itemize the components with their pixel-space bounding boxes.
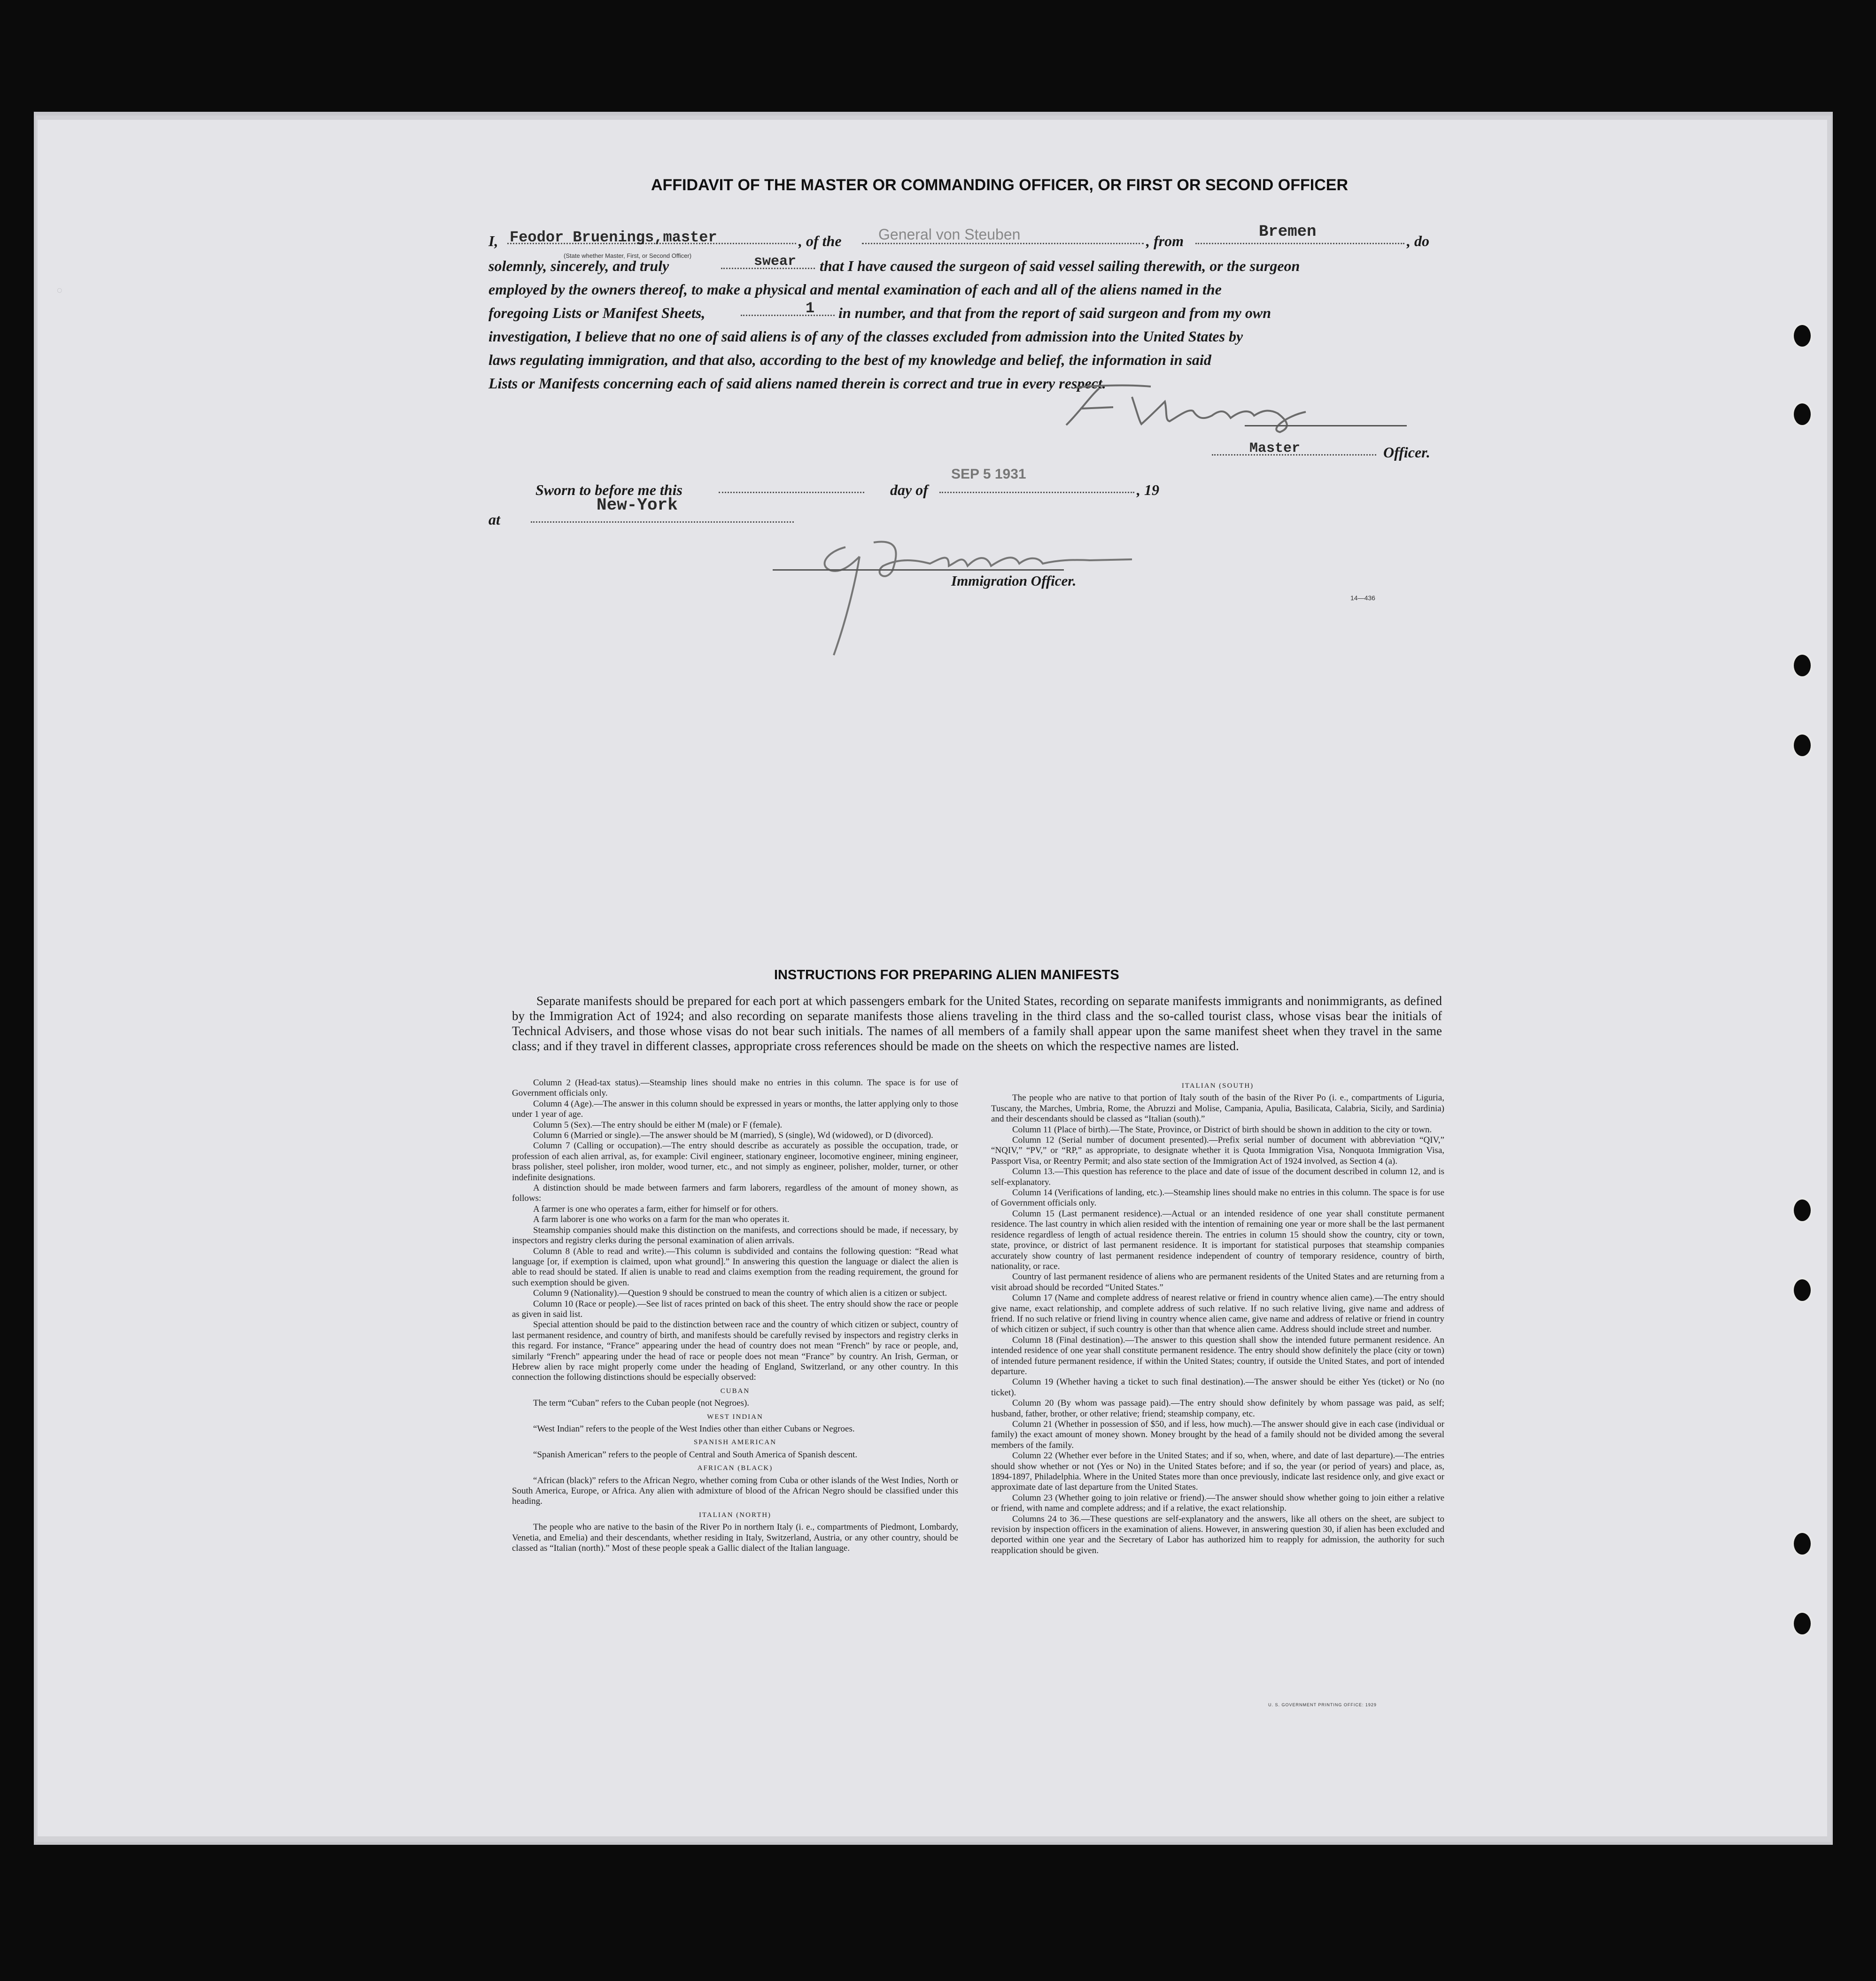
margin-mark: ○ bbox=[56, 284, 63, 296]
word-immigration-officer: Immigration Officer. bbox=[951, 573, 1077, 589]
binder-hole bbox=[1792, 653, 1813, 678]
instruction-paragraph: A distinction should be made between farmers and farm laborers, regardless of the amount of money shown, as follows: bbox=[512, 1183, 958, 1204]
instruction-paragraph: Column 18 (Final destination).—The answer to this question shall show the intended future permanent residence. An intended residence of one year shall constitute permanent residence. The entry should show definitely the place (city or town) of intended future permanent residence, if within the United States; country, if outside the United States, and port of intended departure. bbox=[991, 1335, 1444, 1377]
word-caused: that I have caused the surgeon of said vessel sailing therewith, or the surgeon bbox=[820, 257, 1300, 274]
word-i: I, bbox=[488, 232, 498, 249]
instruction-paragraph: Column 6 (Married or single).—The answer should be M (married), S (single), Wd (widowed), or D (divorced). bbox=[533, 1130, 933, 1141]
word-year: , 19 bbox=[1137, 481, 1159, 498]
section-heading: AFRICAN (BLACK) bbox=[697, 1464, 773, 1472]
officer-rank: Master bbox=[1249, 441, 1301, 457]
master-signature bbox=[1024, 383, 1343, 434]
instruction-paragraph: Column 15 (Last permanent residence).—Actual or an intended residence of one year shall constitute permanent residence. The last country in which alien resided with the intention of remaining one year or more shall be the last permanent residence regardless of length of actual residence therein. The entries in column 15 should show the country, city or town, state, province, or district of last permanent residence. It is important for statistical purposes that steamship companies accurately show country of last permanent residence independent of country of temporary residence, country of birth, nationality, or race. bbox=[991, 1208, 1444, 1271]
instruction-paragraph: Column 4 (Age).—The answer in this column should be expressed in years or months, the latter applying only to those under 1 year of age. bbox=[512, 1099, 958, 1120]
sworn-month-line bbox=[939, 492, 1134, 493]
binder-hole bbox=[1792, 402, 1813, 427]
affidavit-line-6: laws regulating immigration, and that also, according to the best of my knowledge and belief, the information in said bbox=[488, 351, 1211, 368]
instruction-paragraph: Column 23 (Whether going to join relative or friend).—The answer should show whether going to join either a relative or friend, with name and complete address; and if a relative, the exact relationship. bbox=[991, 1493, 1444, 1514]
instruction-paragraph: The people who are native to that portion of Italy south of the basin of the River Po (i. e., compartments of Liguria, Tuscany, the Marches, Umbria, Rome, the Abruzzi and Molise, Campania, Apulia, Basilicata, Calabria, Sicily, and Sardinia) and their descendants should be classed as “Italian (south).” bbox=[991, 1093, 1444, 1124]
instruction-paragraph: Column 22 (Whether ever before in the United States; and if so, when, where, and date of last departure).—The entries should show whether or not (Yes or No) in the United States before; and if so, the year (or period of years) and place, as, 1894-1897, Philadelphia. Where in the United States more than once previously, indicate last residence only, and give exact or approximate date of last departure from the United States. bbox=[991, 1451, 1444, 1493]
word-from: , from bbox=[1146, 232, 1184, 249]
instruction-paragraph: Column 10 (Race or people).—See list of races printed on back of this sheet. The entry should show the race or people as given in said list. bbox=[512, 1299, 958, 1319]
instruction-paragraph: Columns 24 to 36.—These questions are self-explanatory and the answers, like all others on the sheet, are subject to revision by inspection officers in the examination of aliens. However, in answering question 30, if alien has been excluded and deported within one year and the Secretary of Labor has authorized him to reapply for admission, the authority for such reapplication should be given. bbox=[991, 1514, 1444, 1555]
master-signature-line bbox=[1245, 425, 1407, 426]
immigration-officer-signature bbox=[808, 528, 1174, 665]
port-line bbox=[1195, 243, 1404, 244]
instruction-paragraph: Column 5 (Sex).—The entry should be either M (male) or F (female). bbox=[533, 1120, 783, 1130]
oath-word: swear bbox=[754, 254, 797, 270]
place-name: New-York bbox=[597, 495, 678, 515]
instructions-left-column bbox=[512, 1078, 958, 1554]
binder-hole bbox=[1792, 323, 1813, 348]
word-sworn: Sworn to before me this bbox=[535, 481, 682, 498]
sworn-day-line bbox=[719, 492, 864, 493]
instruction-paragraph: Column 12 (Serial number of document presented).—Prefix serial number of document with abbreviation “QIV,” “NQIV,” “PV,” or “RP,” as appropriate, to designate whether it is Quota Immigration Visa, Nonquota Immigration Visa, Passport Visa, or Reentry Permit; and also state section of the Immigration Act of 1924 involved, as Section 4 (a). bbox=[991, 1135, 1444, 1166]
instruction-paragraph: Column 21 (Whether in possession of $50, and if less, how much).—The answer should give in each case (individual or family) the exact amount of money shown. Money brought by the head of a family should not be divided among the several members of the family. bbox=[991, 1419, 1444, 1450]
instructions-right-column bbox=[991, 1078, 1444, 1556]
instruction-paragraph: Column 9 (Nationality).—Question 9 should be construed to mean the country of which alien is a citizen or subject. bbox=[533, 1288, 947, 1299]
instruction-paragraph: Special attention should be paid to the distinction between race and the country of which citizen or subject, country of last permanent residence, and country of birth, and manifests should be carefully revised by inspectors and registry clerks in this regard. For instance, “France” appearing under the head of country does not mean “French” by race or people, and, similarly “French” appearing under the head of race or people does not mean “France” by country. An Irish, German, or Hebrew alien by race might properly come under the heading of England, Switzerland, or any other country. In this connection the following distinctions should be especially observed: bbox=[512, 1320, 958, 1383]
binder-hole bbox=[1792, 1531, 1813, 1556]
instruction-paragraph: A farm laborer is one who works on a farm for the man who operates it. bbox=[533, 1215, 790, 1225]
section-heading: SPANISH AMERICAN bbox=[693, 1439, 777, 1447]
word-do: , do bbox=[1407, 232, 1429, 249]
instruction-paragraph: Column 17 (Name and complete address of nearest relative or friend in country whence alien came).—The entry should give name, exact relationship, and complete address of such relative. If no such relative living, give name and address of friend. If no such relative or friend living in country whence alien came, give name and address of relative or friend in country of which citizen or subject, if such country is other than that whence alien came. Address should include street and number. bbox=[991, 1293, 1444, 1335]
instruction-paragraph: Column 7 (Calling or occupation).—The entry should describe as accurately as possible the occupation, trade, or profession of each alien arrival, as, for example: Civil engineer, stationary engineer, locomotive engineer, mining engineer, brass polisher, steel polisher, iron molder, wood turner, etc., and not simply as engineer, polisher, molder, turner, or other indefinite designations. bbox=[512, 1141, 958, 1183]
section-heading: CUBAN bbox=[720, 1387, 750, 1395]
instruction-paragraph: “West Indian” refers to the people of the West Indies other than either Cubans or Negroes. bbox=[533, 1424, 855, 1434]
date-stamp: SEP 5 1931 bbox=[951, 466, 1026, 482]
instruction-paragraph: The term “Cuban” refers to the Cuban people (not Negroes). bbox=[533, 1398, 750, 1408]
affidavit-line-5: investigation, I believe that no one of said aliens is of any of the classes excluded from admission into the United States by bbox=[488, 328, 1243, 345]
instructions-intro: Separate manifests should be prepared for each port at which passengers embark for the United States, recording on separate manifests immigrants and nonimmigrants, as defined by the Immigration Act of 1924; and also recording on separate manifests those aliens traveling in the third class and the so-called tourist class, whose visas bear the initials of Technical Advisers, and those whose visas do not bear such initials. The names of all members of a family shall appear upon the same manifest sheet when they travel in the same class; and if they travel in different classes, appropriate cross references should be made on the sheets on which the respective names are listed. bbox=[512, 994, 1442, 1053]
instruction-paragraph: Column 20 (By whom was passage paid).—The entry should show definitely by whom passage was paid, as self; husband, father, brother, or other relative; friend; steamship company, etc. bbox=[991, 1398, 1444, 1419]
word-in-number: in number, and that from the report of said surgeon and from my own bbox=[838, 304, 1271, 321]
affidavit-title: AFFIDAVIT OF THE MASTER OR COMMANDING OFFICER, OR FIRST OR SECOND OFFICER bbox=[651, 176, 1348, 194]
manifest-sheet bbox=[38, 120, 1827, 1836]
affidavit-line-7: Lists or Manifests concerning each of said aliens named therein is correct and true in every respect. bbox=[488, 375, 1106, 392]
instruction-paragraph: Country of last permanent residence of aliens who are permanent residents of the United States and are returning from a visit abroad should be recorded “United States.” bbox=[991, 1272, 1444, 1292]
instructions-title: INSTRUCTIONS FOR PREPARING ALIEN MANIFESTS bbox=[774, 967, 1119, 983]
word-officer: Officer. bbox=[1383, 444, 1430, 461]
binder-hole bbox=[1792, 1611, 1813, 1636]
sheets-count-line bbox=[741, 315, 835, 316]
instruction-paragraph: Column 13.—This question has reference to the place and date of issue of the document described in column 12, and is self-explanatory. bbox=[991, 1167, 1444, 1187]
word-day-of: day of bbox=[890, 481, 928, 498]
binder-hole bbox=[1792, 733, 1813, 758]
affidavit-line-3: employed by the owners thereof, to make a physical and mental examination of each and all of the aliens named in the bbox=[488, 281, 1222, 298]
instruction-paragraph: “African (black)” refers to the African Negro, whether coming from Cuba or other islands of the West Indies, North or South America, Europe, or Africa. Any alien with admixture of blood of the African Negro should be classified under this heading. bbox=[512, 1475, 958, 1507]
word-solemnly: solemnly, sincerely, and truly bbox=[488, 257, 669, 274]
instruction-paragraph: The people who are native to the basin of the River Po in northern Italy (i. e., compartments of Piedmont, Lombardy, Venetia, and Emelia) and their descendants, whether residing in Italy, Switzerland, Austria, or any other country, should be classed as “Italian (north).” Most of these people speak a Gallic dialect of the Italian language. bbox=[512, 1522, 958, 1554]
section-heading: WEST INDIAN bbox=[707, 1413, 763, 1421]
binder-hole bbox=[1792, 1198, 1813, 1223]
instruction-paragraph: “Spanish American” refers to the people of Central and South America of Spanish descent. bbox=[533, 1449, 858, 1460]
master-name: Feodor Bruenings,master bbox=[510, 229, 717, 246]
section-heading: ITALIAN (SOUTH) bbox=[1181, 1082, 1254, 1090]
word-of-the: , of the bbox=[798, 232, 842, 249]
word-foregoing: foregoing Lists or Manifest Sheets, bbox=[488, 304, 705, 321]
section-heading: ITALIAN (NORTH) bbox=[698, 1511, 772, 1519]
instruction-paragraph: Column 2 (Head-tax status).—Steamship lines should make no entries in this column. The space is for use of Government officials only. bbox=[512, 1078, 958, 1099]
vessel-name: General von Steuben bbox=[878, 226, 1021, 243]
form-number: 14—436 bbox=[1350, 594, 1375, 602]
instruction-paragraph: Column 14 (Verifications of landing, etc.).—Steamship lines should make no entries in this column. The space is for use of Government officials only. bbox=[991, 1188, 1444, 1208]
officer-rank-line bbox=[1212, 454, 1376, 456]
sheets-count: 1 bbox=[806, 300, 815, 317]
place-line bbox=[531, 521, 794, 523]
port-name: Bremen bbox=[1259, 223, 1317, 241]
printer-imprint: U. S. GOVERNMENT PRINTING OFFICE: 1929 bbox=[1268, 1702, 1377, 1707]
instruction-paragraph: Column 11 (Place of birth).—The State, Province, or District of birth should be shown in addition to the city or town. bbox=[1012, 1124, 1432, 1135]
instruction-paragraph: A farmer is one who operates a farm, either for himself or for others. bbox=[533, 1204, 778, 1214]
immigration-signature-line bbox=[773, 569, 1064, 571]
instruction-paragraph: Column 8 (Able to read and write).—This column is subdivided and contains the following question: “Read what language [or, if exemption is claimed, upon what ground].” In answering this question the language or dialect the alien is able to read should be stated. If alien is unable to read and claims exemption from the reading requirement, the ground for such exemption should be given. bbox=[512, 1246, 958, 1288]
word-at: at bbox=[488, 511, 500, 528]
binder-hole bbox=[1792, 1277, 1813, 1303]
instruction-paragraph: Steamship companies should make this distinction on the manifests, and corrections should be made, if necessary, by inspectors and registry clerks during the personal examination of alien arrivals. bbox=[512, 1225, 958, 1246]
instruction-paragraph: Column 19 (Whether having a ticket to such final destination).—The answer should be either Yes (ticket) or No (no ticket). bbox=[991, 1377, 1444, 1398]
rank-note: (State whether Master, First, or Second Officer) bbox=[564, 252, 692, 259]
